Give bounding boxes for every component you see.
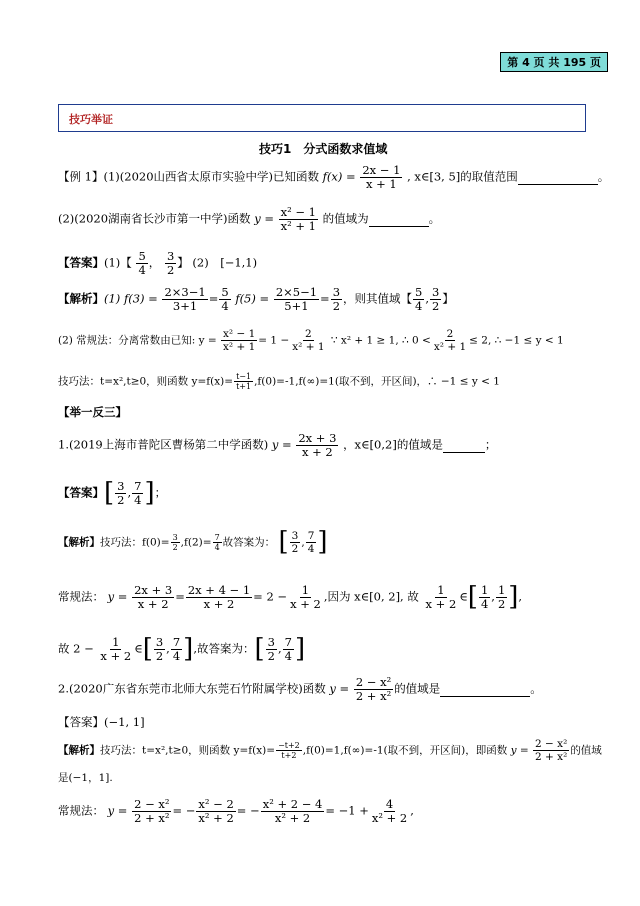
ans2: (2) [−1,1) bbox=[192, 255, 258, 270]
q2-sol-end: 的值域 bbox=[570, 744, 602, 757]
fraction-denominator: 4 bbox=[134, 493, 142, 508]
q1-answer: 【答案】[ $\frac{3}{2}$ , $\frac{7}{4}$ ]； bbox=[58, 478, 167, 509]
q1-solution: 【解析】技巧法：f(0)= $\frac{3}{2}$ ,f(2)= $\frac{7}{4}$ 故答案为： [ $\frac{3}{2}$ , $\frac{7}{4}$ ] bbox=[58, 526, 328, 557]
q2-sol-mid: ,f(0)=1,f(∞)=-1(取不到，开区间)，即函数 bbox=[302, 744, 508, 757]
sol2-mid: ∵ x² + 1 ≥ 1, ∴ 0 < bbox=[330, 334, 431, 347]
fraction-numerator: 4 bbox=[385, 797, 394, 811]
fraction-denominator: x² + 1 bbox=[223, 341, 256, 354]
fraction-numerator: 1 bbox=[437, 583, 445, 597]
answer-blank[interactable] bbox=[369, 212, 429, 227]
ex1-p2-suffix: 的值域为 bbox=[322, 211, 369, 226]
fraction-numerator: 1 bbox=[301, 583, 310, 597]
q2-solution bbox=[58, 738, 602, 763]
fraction-denominator: 4 bbox=[138, 263, 146, 278]
fraction-denominator: 2 bbox=[172, 543, 178, 553]
fraction-denominator: 2 bbox=[432, 299, 440, 314]
q1-ans-a bbox=[115, 480, 126, 507]
fraction-denominator: x + 2 bbox=[203, 597, 235, 612]
q1-prefix: 1.(2019上海市普陀区曹杨第二中学函数) bbox=[58, 437, 269, 452]
sol2-prefix: (2) 常规法：分离常数由已知: y = bbox=[58, 334, 217, 347]
example1-answer bbox=[58, 250, 257, 277]
sol2-end: ≤ 2, ∴ −1 ≤ y < 1 bbox=[469, 334, 564, 347]
fraction-numerator: 2x + 3 bbox=[134, 583, 173, 597]
practice-heading: 【举一反三】 bbox=[58, 405, 127, 419]
fraction-numerator: 3 bbox=[155, 635, 164, 649]
bracket-right: ] bbox=[144, 478, 155, 509]
answer-blank[interactable] bbox=[518, 170, 598, 185]
fraction-numerator: 2x + 4 − 1 bbox=[187, 583, 251, 597]
fraction-numerator: 2x − 1 bbox=[362, 163, 401, 177]
example1-solution1: 【解析】(1) f(3) = $\frac{2\times 3-1}{3+1}$ = $\frac{5}{4}$ f(5) = $\frac{2\times 5-1}{5+1}$ = $\frac{3}{2}$ ，则其值域【 $\frac{5}{4}$ , $\frac{3}{2}$ 】 bbox=[58, 285, 454, 314]
ex1-p2-prefix: (2)(2020湖南省长沙市第一中学)函数 bbox=[58, 211, 251, 226]
ex1-p1-domain: , x∈[3, 5] bbox=[407, 169, 461, 184]
q2-answer: 【答案】(−1, 1] bbox=[58, 715, 145, 729]
q1-reg-f1 bbox=[132, 584, 174, 611]
fraction-numerator: 5 bbox=[138, 249, 146, 263]
fraction-numerator: 3 bbox=[291, 530, 299, 542]
q2-reg-eq1: = − bbox=[172, 803, 196, 818]
example1-solution2 bbox=[58, 328, 564, 353]
bracket-left: [ bbox=[278, 526, 289, 557]
q2-reg-f4 bbox=[370, 798, 409, 825]
ans1-sep: ， bbox=[148, 255, 161, 270]
fraction-denominator: x² + 1 bbox=[280, 219, 316, 234]
fraction-numerator: 5 bbox=[415, 285, 423, 299]
fraction-numerator: 1 bbox=[480, 583, 489, 597]
fraction-numerator: 7 bbox=[172, 635, 181, 649]
q1-ans-end: ； bbox=[154, 485, 167, 500]
fraction-denominator: 4 bbox=[172, 649, 181, 664]
example1-trick bbox=[58, 372, 500, 391]
q1-ans-b bbox=[132, 480, 143, 507]
ex1-p1-fx: f(x) = bbox=[322, 169, 356, 184]
trick-text: 技巧法：t=x²,t≥0，则函数 y=f(x)= bbox=[58, 375, 234, 388]
page-number-badge: 第 4 页 共 195 页 bbox=[500, 52, 608, 72]
q1-reg-f3 bbox=[288, 584, 323, 611]
fraction-denominator: x² + 2 bbox=[274, 811, 311, 826]
q1-reg-f4 bbox=[424, 584, 459, 611]
q1-reg-r1 bbox=[479, 584, 490, 611]
fraction-numerator: 2 − x² bbox=[134, 797, 170, 811]
fraction-numerator: t−1 bbox=[236, 372, 252, 381]
fraction-numerator: 3 bbox=[166, 249, 175, 263]
q1-gu-d bbox=[283, 636, 294, 663]
fraction-numerator: 2 − x² bbox=[355, 675, 392, 689]
fraction-denominator: 2 bbox=[117, 493, 125, 508]
q2-reg-eq3: = −1 + bbox=[325, 803, 369, 818]
topic-title: 技巧1 分式函数求值域 bbox=[259, 142, 388, 156]
ex1-p2-fraction bbox=[279, 206, 318, 233]
fraction-denominator: 4 bbox=[221, 299, 229, 314]
fraction-numerator: x² + 2 − 4 bbox=[262, 797, 323, 811]
sol1-result bbox=[331, 286, 342, 313]
section-box bbox=[58, 104, 586, 132]
equals: = bbox=[320, 291, 330, 306]
q2-y: y = bbox=[329, 681, 350, 696]
q1-gu-a bbox=[154, 636, 165, 663]
fraction-numerator: 2×5−1 bbox=[275, 285, 318, 299]
q1-f2 bbox=[213, 533, 222, 552]
q1-sol-ans-a bbox=[290, 530, 301, 555]
fraction-denominator: x + 1 bbox=[365, 177, 397, 192]
ex1-p2-end: 。 bbox=[428, 211, 441, 226]
fraction-denominator: 2 + x² bbox=[134, 811, 170, 826]
sol1-fraction bbox=[162, 286, 207, 313]
solution-label: 【解析】 bbox=[58, 744, 100, 757]
fraction-denominator: 2 bbox=[497, 597, 506, 612]
fraction-numerator: x² − 1 bbox=[280, 205, 316, 219]
q2-sol-frac bbox=[276, 741, 302, 760]
bracket-left: [ bbox=[254, 634, 265, 665]
q1-reg-mid: ,因为 x∈[0, 2], 故 bbox=[323, 589, 419, 604]
q1-end: ； bbox=[484, 437, 497, 452]
ans1-fraction-b bbox=[165, 250, 176, 277]
fraction-denominator: x + 2 bbox=[100, 649, 132, 664]
q1-reg-eq2: = 2 − bbox=[253, 589, 288, 604]
fraction-denominator: x² + 1 bbox=[433, 341, 467, 354]
fraction-denominator: x + 2 bbox=[301, 445, 333, 460]
fraction-denominator: 4 bbox=[480, 597, 489, 612]
fraction-denominator: x² + 2 bbox=[371, 811, 408, 826]
trick-fraction bbox=[234, 372, 253, 391]
fraction-numerator: x² − 2 bbox=[198, 797, 234, 811]
bracket-right: ] bbox=[317, 526, 328, 557]
element-of: ∈ bbox=[459, 589, 468, 604]
fraction-numerator: 2×3−1 bbox=[164, 285, 206, 299]
sol1-tail2: 】 bbox=[442, 291, 454, 306]
equals: = bbox=[208, 291, 219, 306]
fraction-denominator: x² + 2 bbox=[198, 811, 234, 826]
fraction-numerator: −t+2 bbox=[278, 740, 300, 750]
fraction-denominator: x² + 1 bbox=[292, 341, 325, 354]
trick-end: ,f(0)=-1,f(∞)=1(取不到，开区间)，∴ −1 ≤ y < 1 bbox=[254, 375, 500, 388]
q1-reg-end: , bbox=[518, 589, 523, 604]
sol2-fraction bbox=[221, 328, 257, 353]
bracket-left: [ bbox=[104, 478, 115, 509]
fraction-denominator: 2 bbox=[332, 299, 341, 314]
q2-sol-text: 技巧法：t=x²,t≥0，则函数 y=f(x)= bbox=[100, 744, 276, 757]
fraction-denominator: 4 bbox=[284, 649, 292, 664]
solution-label: 【解析】 bbox=[58, 291, 104, 306]
fraction-denominator: x + 2 bbox=[290, 597, 321, 612]
fraction-numerator: 1 bbox=[497, 583, 506, 597]
fraction-numerator: 3 bbox=[117, 479, 125, 493]
q1-sol-tail: 故答案为： bbox=[222, 536, 276, 549]
bracket-right: ] bbox=[508, 582, 519, 613]
fraction-denominator: x + 2 bbox=[137, 597, 169, 612]
fraction-numerator: 7 bbox=[134, 479, 142, 493]
fraction-numerator: 2x + 3 bbox=[298, 431, 337, 445]
equals: = bbox=[175, 589, 185, 604]
fraction-denominator: 2 + x² bbox=[535, 751, 568, 764]
q2-reg-eq2: = − bbox=[236, 803, 260, 818]
q1-reg-y: y = bbox=[107, 589, 128, 604]
sol2-fraction2 bbox=[290, 328, 326, 353]
q1-y: y = bbox=[271, 437, 292, 452]
q2-reg-f1 bbox=[132, 798, 171, 825]
fraction-denominator: 4 bbox=[307, 543, 315, 556]
q1-gu: 故 2 − bbox=[58, 641, 94, 656]
fraction-denominator: 3+1 bbox=[172, 299, 198, 314]
q2-regular bbox=[58, 798, 414, 825]
ans1-fraction-a bbox=[136, 250, 147, 277]
fraction-numerator: x² − 1 bbox=[223, 328, 256, 340]
fraction-denominator: 2 + x² bbox=[355, 689, 392, 704]
solution-label: 【解析】 bbox=[58, 536, 100, 549]
fraction-denominator: x + 2 bbox=[425, 597, 457, 612]
q2-reg-f2 bbox=[196, 798, 235, 825]
q1-question bbox=[58, 432, 496, 459]
q1-f0 bbox=[171, 533, 180, 552]
ex1-p1-prefix: 【例 1】(1)(2020山西省太原市实验中学)已知函数 bbox=[58, 169, 319, 184]
bracket-left: [ bbox=[467, 582, 478, 613]
example1-part1 bbox=[58, 164, 609, 191]
q1-domain: ，x∈[0,2]的值域是 bbox=[343, 437, 443, 452]
q1-gu-b bbox=[171, 636, 182, 663]
ex1-p1-suffix: 的取值范围 bbox=[460, 169, 518, 184]
fraction-numerator: 2 − x² bbox=[535, 738, 568, 750]
sol1-range-b bbox=[430, 286, 441, 313]
fraction-denominator: 5+1 bbox=[284, 299, 309, 314]
fraction-numerator: 2 bbox=[305, 328, 312, 340]
sol2-eq: = 1 − bbox=[258, 334, 290, 347]
q2-end: 。 bbox=[530, 681, 542, 696]
q2-reg-f3 bbox=[261, 798, 325, 825]
q1-sol-text: 技巧法：f(0)= bbox=[100, 536, 170, 549]
fraction-numerator: 2 bbox=[446, 328, 454, 340]
example1-part2 bbox=[58, 206, 440, 233]
bracket-left: [ bbox=[142, 634, 153, 665]
q2-question bbox=[58, 676, 542, 703]
fraction-numerator: 3 bbox=[172, 532, 178, 542]
fraction-numerator: 7 bbox=[307, 530, 315, 542]
element-of: ∈ bbox=[134, 641, 143, 656]
answer-label: 【答案】 bbox=[58, 255, 104, 270]
ex1-p2-y: y = bbox=[254, 211, 274, 226]
bracket-right: ] bbox=[294, 634, 306, 665]
fraction-denominator: 2 bbox=[166, 263, 175, 278]
sol1-f5: f(5) = bbox=[235, 291, 270, 306]
fraction-denominator: 4 bbox=[214, 543, 220, 553]
sol2-fraction3 bbox=[432, 328, 468, 353]
q1-fraction bbox=[296, 432, 338, 459]
q2-prefix: 2.(2020广东省东莞市北师大东莞石竹附属学校)函数 bbox=[58, 681, 326, 696]
q2-reg-y: y = bbox=[107, 803, 128, 818]
q1-regular: 常规法： y = $\frac{2x + 3}{x + 2}$ = $\frac{2x + 4 - 1}{x + 2}$ = 2 − $\frac{1}{x + 2}$ ,因为 x∈[0, 2], 故 $\frac{1}{x + 2}$ ∈[ $\frac{1}{4}$ , $\frac{1}{2}$ ], bbox=[58, 582, 523, 613]
q1-sol-mid: ,f(2)= bbox=[180, 536, 212, 549]
fraction-numerator: 7 bbox=[284, 635, 292, 649]
q2-sol-y: y = bbox=[510, 744, 529, 757]
q1-reg-f2 bbox=[186, 584, 252, 611]
answer-label: 【答案】 bbox=[58, 485, 104, 500]
sol1-fraction bbox=[274, 286, 319, 313]
fraction-denominator: 2 bbox=[267, 649, 275, 664]
q1-reg-r2 bbox=[496, 584, 507, 611]
q2-solution-line2: 是(−1，1]. bbox=[58, 772, 113, 784]
q1-conclusion: 故 2 − $\frac{1}{x + 2}$ ∈[ $\frac{3}{2}$ , $\frac{7}{4}$ ],故答案为：[ $\frac{3}{2}$ , $\frac{7}{4}$ ] bbox=[58, 634, 306, 665]
fraction-numerator: 3 bbox=[267, 635, 275, 649]
q1-gu-tail: ,故答案为： bbox=[193, 641, 255, 656]
q2-fraction bbox=[354, 676, 393, 703]
sol1-f3: (1) f(3) = bbox=[104, 291, 158, 306]
fraction-numerator: 3 bbox=[432, 285, 440, 299]
sol1-tail: ，则其值域【 bbox=[343, 291, 413, 306]
fraction-denominator: t+2 bbox=[281, 751, 297, 761]
q2-suffix: 的值域是 bbox=[394, 681, 441, 696]
fraction-denominator: 4 bbox=[415, 299, 423, 314]
answer-blank[interactable] bbox=[440, 682, 530, 697]
fraction-denominator: t+1 bbox=[236, 382, 252, 392]
ex1-p1-fraction bbox=[360, 164, 402, 191]
fraction-numerator: 7 bbox=[214, 532, 220, 542]
sol1-range-a bbox=[413, 286, 424, 313]
fraction-numerator: 1 bbox=[112, 635, 120, 649]
regular-label: 常规法： bbox=[58, 803, 104, 818]
sol1-result bbox=[219, 286, 230, 313]
section-heading: 技巧举证 bbox=[69, 113, 113, 126]
ex1-p1-end: 。 bbox=[597, 169, 610, 184]
answer-blank[interactable] bbox=[443, 438, 485, 453]
q2-sol-yfrac bbox=[533, 738, 569, 763]
fraction-denominator: 2 bbox=[291, 543, 299, 556]
ans1-close: 】 bbox=[177, 255, 189, 270]
ans1-prefix: (1)【 bbox=[104, 255, 132, 270]
q1-sol-ans-b bbox=[306, 530, 317, 555]
q1-gu-c bbox=[266, 636, 277, 663]
q1-gu-frac bbox=[98, 636, 133, 663]
bracket-right: ] bbox=[183, 634, 194, 665]
regular-label: 常规法： bbox=[58, 589, 104, 604]
fraction-denominator: 2 bbox=[155, 649, 164, 664]
q2-reg-end: , bbox=[410, 803, 414, 818]
fraction-numerator: 5 bbox=[221, 285, 229, 299]
fraction-numerator: 3 bbox=[332, 285, 341, 299]
